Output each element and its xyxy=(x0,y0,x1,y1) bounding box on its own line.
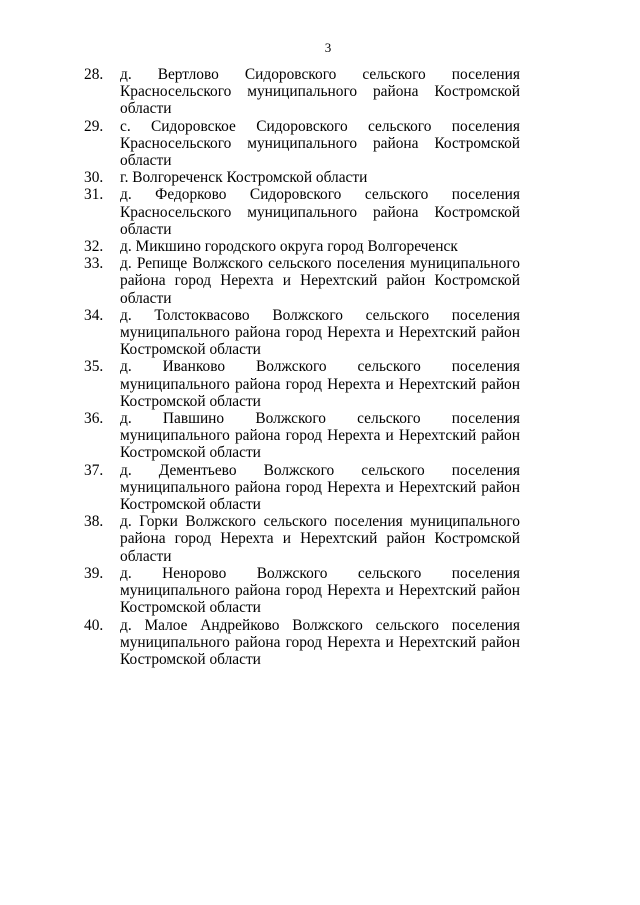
item-number: 29. xyxy=(84,117,104,135)
item-number: 33. xyxy=(84,255,104,273)
item-number: 32. xyxy=(84,238,104,256)
list-item xyxy=(84,255,520,307)
item-text: д. Павшино Волжского сельского поселения муниципального района город Нерехта и Нерехтский район Костромской области xyxy=(120,410,520,462)
item-number: 31. xyxy=(84,186,104,204)
list-item xyxy=(84,118,520,170)
list-item xyxy=(84,66,520,118)
item-number: 39. xyxy=(84,564,104,582)
item-text: д. Ненорово Волжского сельского поселения муниципального района город Нерехта и Нерехтский район Костромской области xyxy=(120,564,520,617)
item-number: 30. xyxy=(84,169,104,187)
list-item xyxy=(84,307,520,359)
settlement-list xyxy=(84,66,520,668)
item-number: 28. xyxy=(84,66,104,83)
list-item xyxy=(84,565,520,617)
list-item xyxy=(84,513,520,565)
item-text: д. Вертлово Сидоровского сельского поселения Красносельского муниципального района Костромской области xyxy=(120,66,520,118)
item-text: с. Сидоровское Сидоровского сельского поселения Красносельского муниципального района Костромской области xyxy=(120,117,520,170)
item-number: 38. xyxy=(84,513,104,531)
item-number: 37. xyxy=(84,461,104,479)
list-item xyxy=(84,238,520,255)
list-item xyxy=(84,186,520,238)
item-number: 34. xyxy=(84,306,104,324)
item-text: д. Микшино городского округа город Волгореченск xyxy=(120,238,458,256)
list-item xyxy=(84,410,520,462)
item-text: д. Федорково Сидоровского сельского поселения Красносельского муниципального района Костромской области xyxy=(120,186,520,238)
list-item xyxy=(84,169,520,186)
list-item xyxy=(84,358,520,410)
item-text: д. Малое Андрейково Волжского сельского поселения муниципального района город Нерехта и Нерехтский район Костромской области xyxy=(120,616,520,668)
item-number: 40. xyxy=(84,616,104,634)
list-item xyxy=(84,462,520,514)
item-text: г. Волгореченск Костромской области xyxy=(120,169,368,187)
item-number: 36. xyxy=(84,410,104,428)
item-text: д. Горки Волжского сельского поселения муниципального района город Нерехта и Нерехтский район Костромской области xyxy=(120,513,520,565)
item-number: 35. xyxy=(84,358,104,376)
item-text: д. Репище Волжского сельского поселения муниципального района город Нерехта и Нерехтский район Костромской области xyxy=(120,255,520,307)
item-text: д. Толстоквасово Волжского сельского поселения муниципального района город Нерехта и Нерехтский район Костромской области xyxy=(120,306,520,359)
item-text: д. Дементьево Волжского сельского поселения муниципального района город Нерехта и Нерехтский район Костромской области xyxy=(120,461,520,514)
list-item xyxy=(84,617,520,669)
page-number: 3 xyxy=(324,40,332,55)
item-text: д. Иванково Волжского сельского поселения муниципального района город Нерехта и Нерехтский район Костромской области xyxy=(120,358,520,410)
